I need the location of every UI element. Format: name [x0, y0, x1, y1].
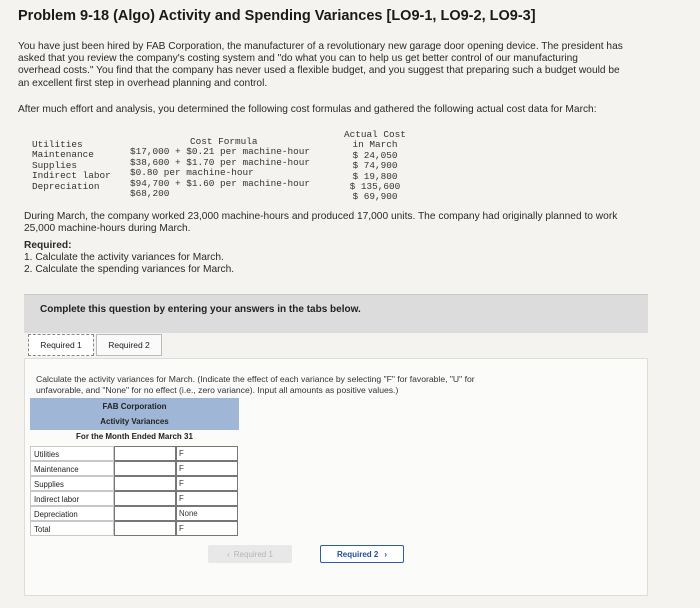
report-company: FAB Corporation [102, 402, 167, 411]
cost-formula: $94,700 + $1.60 per machine-hour [130, 177, 311, 189]
next-button[interactable] [320, 545, 404, 563]
required-heading: Required: [24, 240, 72, 251]
row-label: Supplies [30, 476, 114, 491]
required-section [24, 240, 234, 277]
report-header [30, 398, 239, 448]
march-paragraph [24, 211, 664, 235]
cost-formula-table [32, 129, 412, 203]
chevron-left-icon: ‹ [227, 549, 230, 559]
instruction-line: unfavorable, and "None" for no effect (i.e., zero variance). Input all amounts as positive values.) [36, 384, 399, 395]
required-item: 1. Calculate the activity variances for March. [24, 252, 224, 264]
cost-label: Supplies [32, 159, 78, 171]
intro-line: overhead costs." You find that the company has never used a flexible budget, and you suggest that preparing such a budget would be [18, 65, 620, 77]
next-button-label: Required 2 [336, 549, 379, 559]
actual-header: in March [352, 139, 398, 151]
intro-paragraph [18, 41, 668, 90]
row-label: Utilities [30, 446, 114, 461]
row-label: Indirect labor [30, 491, 114, 506]
formula-header: Cost Formula [190, 136, 258, 147]
variance-input[interactable] [114, 491, 176, 506]
cost-formulas [130, 137, 310, 199]
cost-formula: $17,000 + $0.21 per machine-hour [130, 146, 311, 158]
intro-line: You have just been hired by FAB Corporation, the manufacturer of a revolutionary new garage door opening device. The president has [18, 41, 623, 52]
actual-costs [344, 130, 406, 203]
cost-labels [32, 140, 111, 192]
variance-input[interactable] [114, 476, 176, 491]
tab-required-1[interactable]: Required 1 [28, 334, 94, 356]
variance-input[interactable] [114, 506, 176, 521]
report-period: For the Month Ended March 31 [76, 432, 193, 441]
actual-header: Actual Cost [344, 129, 406, 140]
intro-line: asked that you review the company's costing system and "do what you can to help us get better control of our manufacturing [18, 53, 578, 65]
effect-select[interactable]: F [176, 446, 238, 461]
instruction-line: Calculate the activity variances for March. (Indicate the effect of each variance by selecting "F" for favorable, "U" for [36, 374, 475, 384]
cost-label: Maintenance [32, 149, 94, 161]
actual-cost: $ 24,050 [352, 149, 398, 161]
page-title: Problem 9-18 (Algo) Activity and Spending Variances [LO9-1, LO9-2, LO9-3] [18, 8, 536, 24]
cost-formula: $0.80 per machine-hour [130, 167, 254, 179]
actual-cost: $ 135,600 [349, 181, 401, 193]
actual-cost: $ 69,900 [352, 191, 398, 203]
cost-label: Indirect labor [32, 170, 111, 182]
variance-input[interactable] [114, 446, 176, 461]
chevron-right-icon: › [384, 549, 387, 559]
prev-button-label: Required 1 [233, 549, 273, 559]
report-name: Activity Variances [100, 417, 169, 426]
actual-cost: $ 19,800 [352, 170, 398, 182]
instructions [36, 374, 556, 395]
row-label: Total [30, 521, 114, 536]
variance-input[interactable] [114, 461, 176, 476]
required-item: 2. Calculate the spending variances for March. [24, 264, 235, 276]
intro-line: an excellent first step in overhead planning and control. [18, 77, 268, 89]
row-label: Depreciation [30, 506, 114, 521]
actual-cost: $ 74,900 [352, 160, 398, 172]
cost-formula: $38,600 + $1.70 per machine-hour [130, 156, 311, 168]
tab-required-2[interactable]: Required 2 [96, 334, 162, 356]
cost-formula: $68,200 [130, 188, 170, 200]
effect-select[interactable]: F [176, 521, 238, 536]
intro-line-analysis: After much effort and analysis, you determined the following cost formulas and gathered the following actual cost data for March: [18, 104, 597, 115]
variance-input[interactable] [114, 521, 176, 536]
prev-button[interactable] [208, 545, 292, 563]
question-box-text: Complete this question by entering your answers in the tabs below. [40, 304, 361, 315]
effect-select[interactable]: F [176, 461, 238, 476]
cost-label: Depreciation [32, 180, 100, 192]
effect-select[interactable]: F [176, 491, 238, 506]
cost-label: Utilities [32, 139, 83, 150]
march-line: 25,000 machine-hours during March. [24, 223, 191, 235]
row-label: Maintenance [30, 461, 114, 476]
march-line: During March, the company worked 23,000 machine-hours and produced 17,000 units. The company had originally planned to work [24, 211, 618, 222]
effect-select[interactable]: None [176, 506, 238, 521]
effect-select[interactable]: F [176, 476, 238, 491]
question-box [24, 294, 648, 333]
